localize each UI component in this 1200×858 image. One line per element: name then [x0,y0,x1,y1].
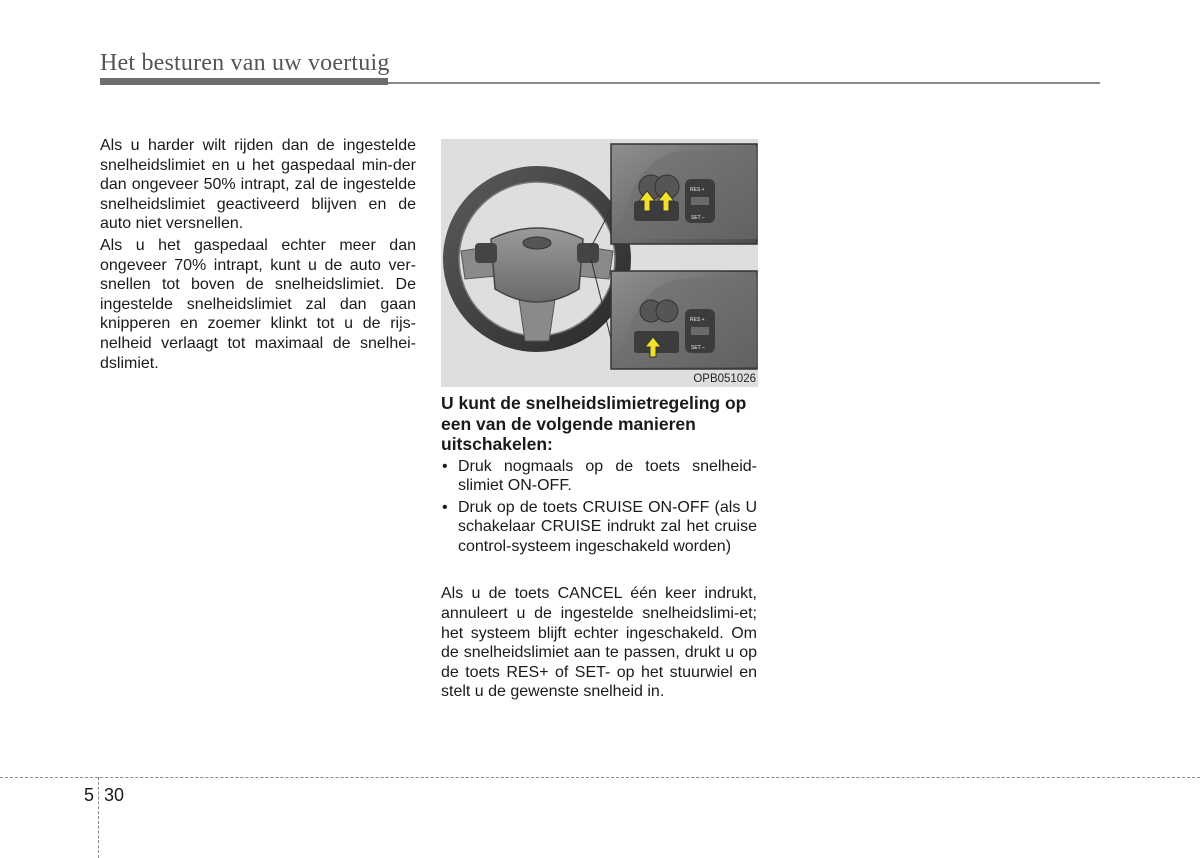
set-label: SET – [691,345,705,351]
section-heading: U kunt de snelheidslimietregeling op een van de volgende manieren uitschakelen: [441,393,747,454]
paragraph: Als u harder wilt rijden dan de ingestelde snelheidslimiet en u het gaspedaal min-der dan ongeveer 50% intrapt, zal de ingestelde snelheidslimiet geactiveerd blijven en de auto niet versnellen. [100,137,416,233]
footer-divider [98,777,99,858]
footer-rule [0,777,1200,778]
header-rule-accent [100,78,388,85]
chapter-number: 5 [84,785,95,805]
res-label: RES + [690,317,705,323]
bullet-icon: • [442,498,448,516]
bullet-icon: • [442,457,448,475]
paragraph: Als u de toets CANCEL één keer indrukt, annuleert u de ingestelde snelheidslimi-et; het systeem blijft echter ingeschakeld. Om de snelheidslimiet aan te passen, drukt u op de toets RES+ of SET- op het stuurwiel en stelt u de gewenste snelheid in. [441,585,757,701]
set-label: SET – [691,215,705,221]
steering-wheel-figure [441,139,758,387]
list-item-text: Druk op de toets CRUISE ON-OFF (als U schakelaar CRUISE indrukt zal het cruise control-systeem ingeschakeld worden) [458,498,757,555]
page-number: 30 [104,785,125,805]
figure-caption: OPB051026 [693,373,756,385]
right-column [441,393,757,704]
paragraph: Als u het gaspedaal echter meer dan ongeveer 70% intrapt, kunt u de auto ver-snellen tot boven de snelheidslimiet. De ingestelde snelheidslimiet zal dan gaan knipperen en zoemer klinkt tot u de rijs-nelheid verlaagt tot maximaal de snelhei-dslimiet. [100,236,416,372]
logo-emblem [523,237,551,249]
left-column [100,136,416,375]
list-item [441,457,757,496]
left-button-cluster [475,243,497,263]
list-item [441,498,757,557]
res-label: RES + [690,187,705,193]
steering-wheel-illustration [441,139,758,387]
page-header-title: Het besturen van uw voertuig [100,50,390,76]
bullet-list [441,457,757,557]
list-item-text: Druk nogmaals op de toets snelheid-slimiet ON-OFF. [458,457,757,495]
right-button-cluster [577,243,599,263]
